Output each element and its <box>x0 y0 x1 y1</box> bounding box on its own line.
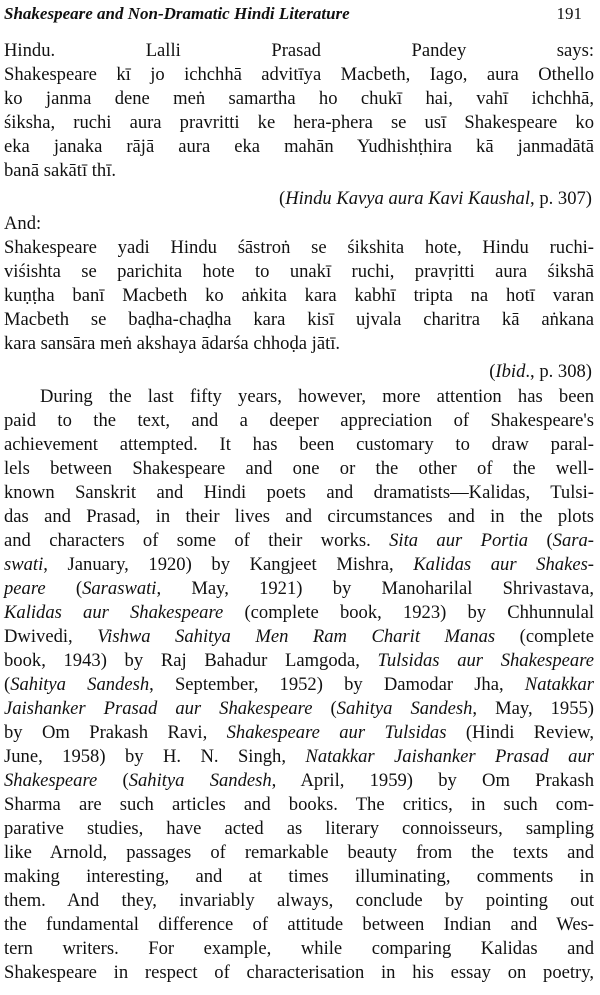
page-number: 191 <box>556 4 582 23</box>
text-line <box>4 817 594 841</box>
text-segment: ( <box>278 188 286 209</box>
text-segment: , May, 1921) by Manoharilal Shrivastava, <box>156 578 594 599</box>
text-line <box>4 841 594 865</box>
text-segment: ( <box>97 770 129 791</box>
text-segment: achievement attempted. It has been customary to draw paral- <box>4 434 594 455</box>
text-line <box>4 111 594 135</box>
text-segment: ( <box>45 578 83 599</box>
text-segment: like Arnold, passages of remarkable beauty from the texts and <box>4 842 594 863</box>
text-segment: parative studies, have acted as literary connoisseurs, sampling <box>4 818 594 839</box>
text-segment: known Sanskrit and Hindi poets and dramatists—Kalidas, Tulsi- <box>4 482 594 503</box>
text-segment: (complete <box>495 626 594 647</box>
text-line <box>4 433 594 457</box>
italic-segment: Sahitya Sandesh <box>336 698 473 719</box>
text-segment: book, 1943) by Raj Bahadur Lamgoda, <box>4 650 378 671</box>
text-line <box>4 577 594 601</box>
text-segment: tern writers. For example, while comparing Kalidas and <box>4 938 594 959</box>
text-segment: Macbeth se baḍha-chaḍha kara kisī ujvala charitra kā aṅkana <box>4 309 594 330</box>
text-line <box>4 63 594 87</box>
text-segment: Shakespeare in respect of characterisation in his essay on poetry, <box>4 962 594 983</box>
text-segment: , p. 307) <box>530 188 592 209</box>
text-segment: (Hindi Review, <box>446 722 594 743</box>
text-segment: , January, 1920) by Kangjeet Mishra, <box>43 554 414 575</box>
text-segment: viśishta se parichita hote to unakī ruchi, pravṛitti aura śikshā <box>4 261 594 282</box>
text-segment: Sharma are such articles and books. The critics, in such com- <box>4 794 594 815</box>
italic-segment: Sita aur Portia <box>389 530 529 551</box>
italic-segment: Kalidas aur Shakespeare <box>4 602 224 623</box>
text-line <box>4 793 594 817</box>
text-line <box>4 601 594 625</box>
text-line <box>4 769 594 793</box>
text-line <box>4 937 594 961</box>
italic-segment: Vishwa Sahitya Men Ram Charit Manas <box>97 626 496 647</box>
italic-segment: Sara- <box>552 530 594 551</box>
text-segment: ( <box>4 674 11 695</box>
text-line <box>4 187 592 211</box>
italic-segment: Ibid <box>495 361 526 382</box>
text-line <box>4 360 592 384</box>
text-segment: (complete book, 1923) by Chhunnulal <box>223 602 594 623</box>
text-line <box>4 889 594 913</box>
text-segment: , April, 1959) by Om Prakash <box>271 770 594 791</box>
text-line <box>40 385 594 409</box>
text-line <box>4 649 594 673</box>
italic-segment: Shakespeare <box>4 770 98 791</box>
text-segment: ( <box>528 530 553 551</box>
text-line <box>4 625 594 649</box>
italic-segment: Hindu Kavya aura Kavi Kaushal <box>285 188 531 209</box>
text-line <box>4 212 594 236</box>
text-line <box>4 409 594 433</box>
text-segment: by Om Prakash Ravi, <box>4 722 227 743</box>
text-line <box>4 673 594 697</box>
text-line <box>4 260 594 284</box>
text-line <box>4 332 594 356</box>
text-segment: and characters of some of their works. <box>4 530 390 551</box>
text-line <box>4 913 594 937</box>
text-segment: the fundamental difference of attitude between Indian and Wes- <box>4 914 594 935</box>
text-line <box>4 236 594 260</box>
italic-segment: Natakkar <box>524 674 594 695</box>
text-segment: kara sansāra meṅ akshaya ādarśa chhoḍa jātī. <box>4 333 341 354</box>
text-segment: ( <box>312 698 337 719</box>
text-line <box>4 961 594 985</box>
text-segment: ., p. 308) <box>525 361 592 382</box>
text-segment: eka janaka rājā aura eka mahān Yudhishṭhira kā janmadātā <box>4 136 594 157</box>
text-segment: das and Prasad, in their lives and circumstances and in the plots <box>4 506 594 527</box>
italic-segment: Shakespeare aur Tulsidas <box>226 722 447 743</box>
italic-segment: Saraswati <box>82 578 157 599</box>
text-line <box>4 505 594 529</box>
text-segment: Hindu. Lalli Prasad Pandey says: <box>4 40 594 61</box>
text-segment: paid to the text, and a deeper appreciation of Shakespeare's <box>4 410 594 431</box>
text-line <box>4 308 594 332</box>
italic-segment: Sahitya Sandesh <box>10 674 150 695</box>
text-segment: banā sakātī thī. <box>4 160 117 181</box>
text-line <box>4 87 594 111</box>
text-line <box>4 697 594 721</box>
text-segment: ( <box>489 361 496 382</box>
italic-segment: swati <box>4 554 44 575</box>
text-segment: them. And they, invariably always, conclude by pointing out <box>4 890 594 911</box>
italic-segment: Kalidas aur Shakes- <box>413 554 594 575</box>
text-line <box>4 529 594 553</box>
text-line <box>4 457 594 481</box>
italic-segment: peare <box>4 578 46 599</box>
text-segment: And: <box>4 213 42 234</box>
text-segment: making interesting, and at times illuminating, comments in <box>4 866 594 887</box>
text-segment: ko janma dene meṅ samartha ho chukī hai, vahī ichchhā, <box>4 88 594 109</box>
running-header <box>4 2 582 28</box>
italic-segment: Sahitya Sandesh <box>128 770 272 791</box>
italic-segment: Natakkar Jaishanker Prasad aur <box>305 746 595 767</box>
text-line <box>4 865 594 889</box>
text-line <box>4 481 594 505</box>
italic-segment: Jaishanker Prasad aur Shakespeare <box>4 698 313 719</box>
text-line <box>4 135 594 159</box>
text-segment: Dwivedi, <box>4 626 98 647</box>
text-line <box>4 39 594 63</box>
text-segment: Shakespeare kī jo ichchhā advitīya Macbeth, Iago, aura Othello <box>4 64 594 85</box>
text-segment: Shakespeare yadi Hindu śāstroṅ se śikshita hote, Hindu ruchi- <box>4 237 594 258</box>
text-line <box>4 284 594 308</box>
text-line <box>4 159 594 183</box>
text-line <box>4 745 594 769</box>
text-segment: June, 1958) by H. N. Singh, <box>4 746 306 767</box>
text-segment: kuṇṭha banī Macbeth ko aṅkita kara kabhī tripta na hotī varan <box>4 285 594 306</box>
text-segment: During the last fifty years, however, more attention has been <box>40 386 594 407</box>
italic-segment: Tulsidas aur Shakespeare <box>377 650 594 671</box>
running-title: Shakespeare and Non-Dramatic Hindi Literature <box>4 4 350 23</box>
text-line <box>4 553 594 577</box>
text-segment: śiksha, ruchi aura pravritti ke hera-phera se usī Shakespeare ko <box>4 112 594 133</box>
text-segment: lels between Shakespeare and one or the other of the well- <box>4 458 594 479</box>
text-segment: , May, 1955) <box>472 698 594 719</box>
text-segment: , September, 1952) by Damodar Jha, <box>149 674 525 695</box>
text-line <box>4 721 594 745</box>
